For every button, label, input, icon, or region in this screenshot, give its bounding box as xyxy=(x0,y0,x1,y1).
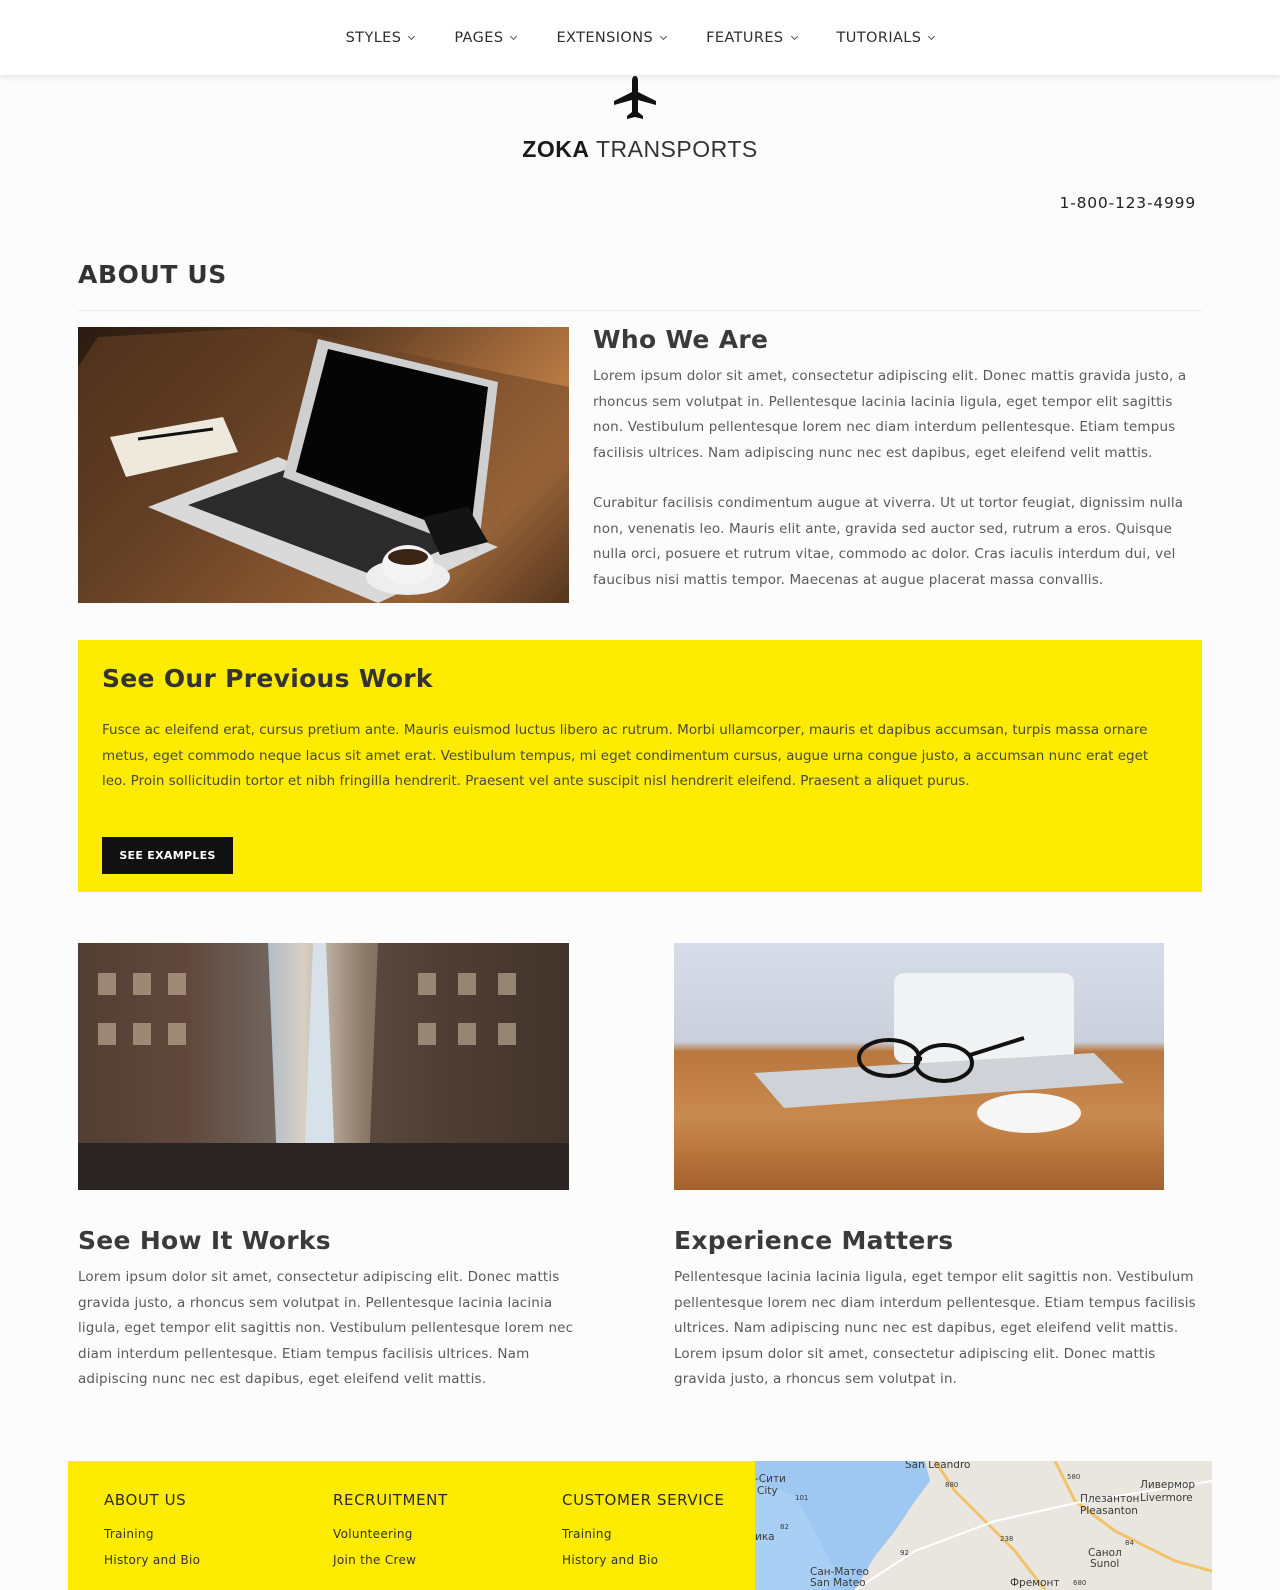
see-examples-button[interactable]: SEE EXAMPLES xyxy=(102,837,233,874)
footer-link[interactable]: Join the Crew xyxy=(333,1553,417,1567)
map-road-badge: 880 xyxy=(945,1481,959,1489)
nav-item-features[interactable] xyxy=(706,30,796,46)
footer-link[interactable]: Training xyxy=(562,1527,612,1541)
nav-label: FEATURES xyxy=(706,29,784,46)
map-road-badge: 580 xyxy=(1067,1473,1081,1481)
phone-number[interactable]: 1-800-123-4999 xyxy=(1059,194,1196,212)
feature-heading-2: Experience Matters xyxy=(674,1226,954,1255)
feature-text-1: Lorem ipsum dolor sit amet, consectetur adipiscing elit. Donec mattis gravida justo, a rhoncus sem volutpat in. Pellentesque lacinia lacinia ligula, eget tempor elit sagittis non. Vestibulum pellentesque lorem nec diam interdum pellentesque. Etiam tempus facilisis ultrices. Nam adipiscing nunc nec est dapibus, eget eleifend velit mattis. xyxy=(78,1269,574,1387)
top-nav xyxy=(0,0,1280,75)
map-road-badge: 680 xyxy=(1073,1579,1087,1587)
previous-work-heading: See Our Previous Work xyxy=(102,664,433,693)
desk-glasses-image xyxy=(674,943,1164,1190)
map-label: San Leandro xyxy=(905,1461,971,1471)
desk-illustration xyxy=(674,943,1164,1190)
who-we-are-paragraph-1: Lorem ipsum dolor sit amet, consectetur adipiscing elit. Donec mattis gravida justo, a rhoncus sem volutpat in. Pellentesque lacinia lacinia ligula, eget tempor elit sagittis non. Vestibulum pellentesque lorem nec diam interdum pellentesque. Etiam tempus facilisis ultrices. Nam adipiscing nunc nec est dapibus, eget eleifend velit mattis. xyxy=(593,368,1187,461)
who-we-are-heading: Who We Are xyxy=(593,325,769,354)
chevron-down-icon xyxy=(928,32,935,39)
previous-work-text: Fusce ac eleifend erat, cursus pretium ante. Mauris euismod luctus libero ac rutrum. Morbi ullamcorper, mauris et dapibus accumsan, turpis massa ornare metus, eget commodo neque lacus sit amet erat. Vestibulum tempus, mi eget condimentum cursus, augue urna congue justo, a accumsan nunc erat eget leo. Proin sollicitudin tortor et nibh fringilla hendrerit. Praesent vel ante suscipit nisl hendrerit eleifend. Praesent a aliquet purus. xyxy=(102,722,1149,789)
footer-link[interactable]: Volunteering xyxy=(333,1527,413,1541)
footer-column-recruitment xyxy=(333,1491,448,1579)
footer-column-title: RECRUITMENT xyxy=(333,1491,448,1509)
laptop-illustration xyxy=(78,327,569,603)
chevron-down-icon xyxy=(408,32,415,39)
map-road-badge: 92 xyxy=(900,1549,909,1557)
chevron-down-icon xyxy=(510,32,517,39)
page-title: ABOUT US xyxy=(78,260,227,289)
map-label: Плезантон xyxy=(1080,1493,1140,1505)
location-map[interactable] xyxy=(755,1461,1212,1590)
logo-bold: ZOKA xyxy=(522,136,590,162)
nav-label: TUTORIALS xyxy=(836,29,922,46)
map-label: ика xyxy=(755,1531,775,1543)
laptop-desk-image xyxy=(78,327,569,603)
nav-item-pages[interactable] xyxy=(454,30,516,46)
footer-column-about xyxy=(104,1491,200,1579)
map-road-badge: 84 xyxy=(1125,1539,1134,1547)
map-label: Фремонт xyxy=(1010,1577,1060,1589)
site-logo-text[interactable] xyxy=(0,136,1280,163)
nav-item-extensions[interactable] xyxy=(556,30,666,46)
footer-column-title: ABOUT US xyxy=(104,1491,187,1509)
logo-light: TRANSPORTS xyxy=(595,136,758,162)
map-label: Sunol xyxy=(1090,1558,1120,1570)
nav-label: EXTENSIONS xyxy=(556,29,654,46)
who-we-are-paragraph-2: Curabitur facilisis condimentum augue at viverra. Ut ut tortor feugiat, dignissim nulla non, venenatis leo. Mauris elit ante, gravida sed auctor sed, rutrum a eros. Quisque nulla orci, posuere et rutrum vitae, commodo ac dolor. Cras iaculis interdum dui, vel faucibus nisi mattis tempor. Maecenas at augue placerat massa convallis. xyxy=(593,495,1184,588)
city-street-image xyxy=(78,943,569,1190)
map-label: Ливермор xyxy=(1140,1479,1196,1491)
nav-label: STYLES xyxy=(345,29,402,46)
footer-column-title: CUSTOMER SERVICE xyxy=(562,1491,725,1509)
feature-heading-1: See How It Works xyxy=(78,1226,331,1255)
map-road-badge: 101 xyxy=(795,1494,809,1502)
footer-link[interactable]: History and Bio xyxy=(104,1553,201,1567)
nav-item-tutorials[interactable] xyxy=(837,30,935,46)
map-road-badge: 238 xyxy=(1000,1535,1014,1543)
footer-column-customer-service xyxy=(562,1491,724,1579)
map-label: Livermore xyxy=(1140,1492,1193,1504)
map-label: City xyxy=(757,1485,778,1497)
footer xyxy=(68,1461,755,1590)
footer-link[interactable]: Training xyxy=(104,1527,154,1541)
map-road-badge: 82 xyxy=(780,1523,789,1531)
map-label: San Mateo xyxy=(810,1577,866,1589)
map-label: -Сити xyxy=(755,1473,786,1485)
map-label: Pleasanton xyxy=(1080,1505,1138,1517)
map-label: Сан-Матео xyxy=(810,1566,869,1578)
nav-label: PAGES xyxy=(454,29,504,46)
chevron-down-icon xyxy=(790,32,797,39)
nav-item-styles[interactable] xyxy=(346,30,415,46)
map-label: Санол xyxy=(1088,1547,1122,1559)
chevron-down-icon xyxy=(660,32,667,39)
footer-link[interactable]: History and Bio xyxy=(562,1553,659,1567)
city-illustration xyxy=(78,943,569,1190)
divider xyxy=(78,310,1202,311)
feature-text-2: Pellentesque lacinia lacinia ligula, eget tempor elit sagittis non. Vestibulum pellentesque lorem nec diam interdum pellentesque. Etiam tempus facilisis ultrices. Nam adipiscing nunc nec est dapibus, eget eleifend velit mattis. Lorem ipsum dolor sit amet, consectetur adipiscing elit. Donec mattis gravida justo, a rhoncus sem volutpat in. xyxy=(674,1269,1196,1387)
airplane-icon[interactable] xyxy=(610,74,660,124)
previous-work-section xyxy=(78,640,1202,892)
